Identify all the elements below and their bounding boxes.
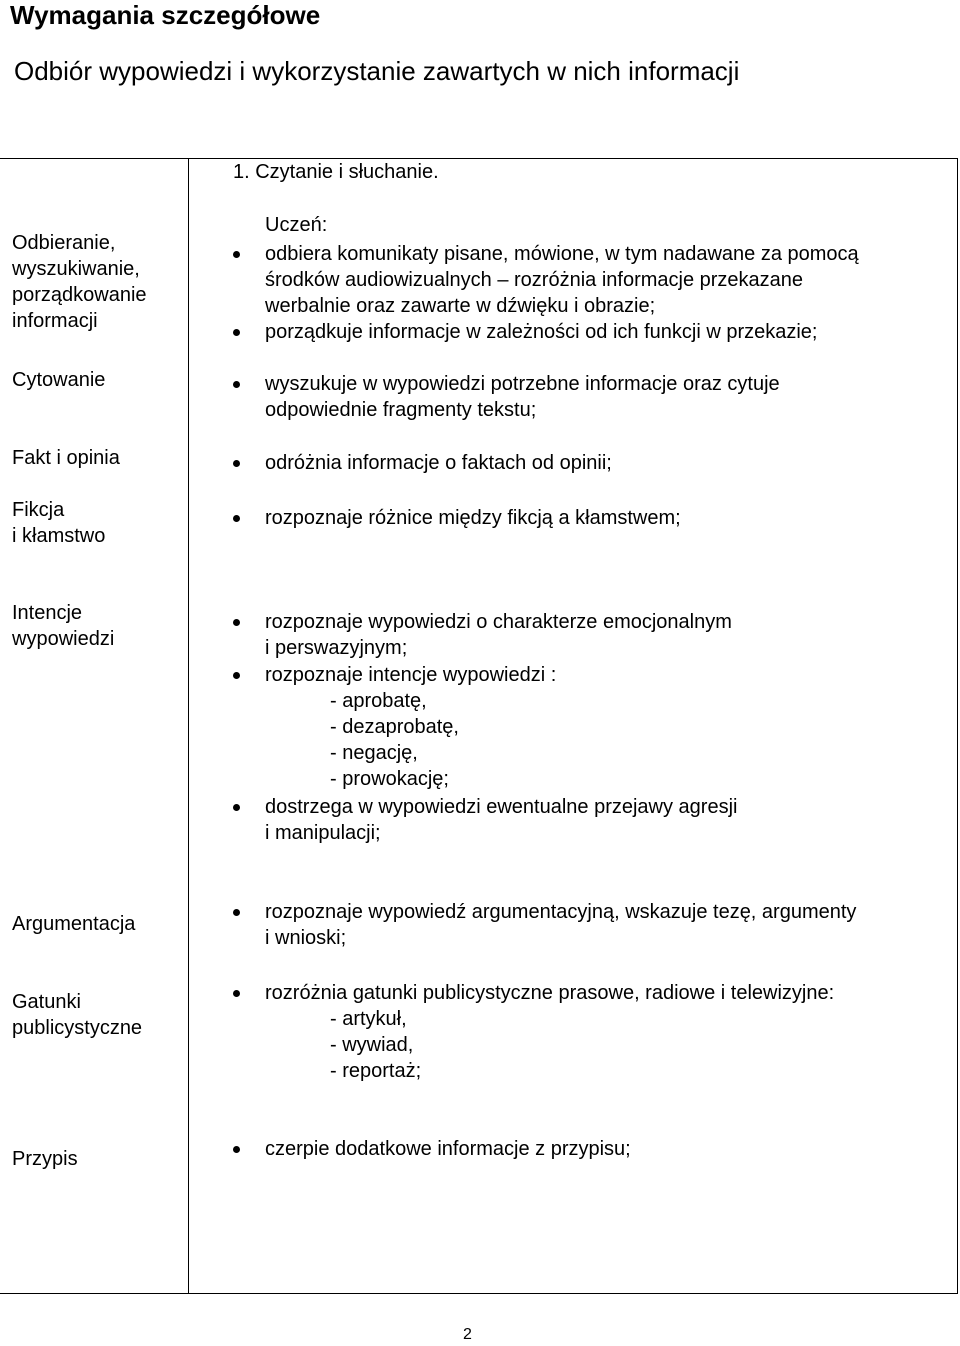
- requirement-text: odpowiednie fragmenty tekstu;: [265, 399, 537, 421]
- left-label: Intencje: [12, 602, 83, 624]
- sub-item: - prowokację;: [330, 768, 449, 790]
- left-label: Gatunki: [12, 991, 81, 1013]
- bullet-icon: [233, 619, 240, 626]
- bullet-icon: [233, 672, 240, 679]
- left-label: publicystyczne: [12, 1017, 143, 1039]
- requirement-text: czerpie dodatkowe informacje z przypisu;: [265, 1138, 631, 1160]
- left-label: wyszukiwanie,: [12, 258, 140, 280]
- requirement-text: wyszukuje w wypowiedzi potrzebne informacje oraz cytuje: [265, 373, 780, 395]
- sub-item: - wywiad,: [330, 1034, 414, 1056]
- sub-item: - artykuł,: [330, 1008, 407, 1030]
- requirement-text: środków audiowizualnych – rozróżnia informacje przekazane: [265, 269, 804, 291]
- bullet-icon: [233, 990, 240, 997]
- bullet-icon: [233, 515, 240, 522]
- left-label: Argumentacja: [12, 913, 136, 935]
- sub-item: - aprobatę,: [330, 690, 427, 712]
- bullet-icon: [233, 329, 240, 336]
- left-label: Odbieranie,: [12, 232, 116, 254]
- bullet-icon: [233, 381, 240, 388]
- page-title: Wymagania szczegółowe: [10, 0, 321, 30]
- bullet-icon: [233, 460, 240, 467]
- sub-item: - reportaż;: [330, 1060, 422, 1082]
- requirement-text: i wnioski;: [265, 927, 347, 949]
- bullet-icon: [233, 251, 240, 258]
- left-label: Fikcja: [12, 499, 65, 521]
- section-heading: 1. Czytanie i słuchanie.: [233, 161, 439, 183]
- left-label: i kłamstwo: [12, 525, 106, 547]
- requirement-text: odbiera komunikaty pisane, mówione, w tym nadawane za pomocą: [265, 243, 859, 265]
- page-subtitle: Odbiór wypowiedzi i wykorzystanie zawartych w nich informacji: [14, 56, 740, 86]
- requirement-text: i manipulacji;: [265, 822, 381, 844]
- column-divider: [188, 158, 189, 1294]
- requirement-text: rozpoznaje intencje wypowiedzi :: [265, 664, 557, 686]
- requirement-text: rozpoznaje wypowiedź argumentacyjną, wskazuje tezę, argumenty: [265, 901, 857, 923]
- left-label: informacji: [12, 310, 98, 332]
- requirement-text: dostrzega w wypowiedzi ewentualne przejawy agresji: [265, 796, 738, 818]
- page-number: 2: [463, 1326, 472, 1343]
- requirement-text: i perswazyjnym;: [265, 637, 408, 659]
- bullet-icon: [233, 909, 240, 916]
- requirement-text: rozróżnia gatunki publicystyczne prasowe, radiowe i telewizyjne:: [265, 982, 835, 1004]
- bullet-icon: [233, 1146, 240, 1153]
- left-label: porządkowanie: [12, 284, 147, 306]
- requirement-text: rozpoznaje wypowiedzi o charakterze emocjonalnym: [265, 611, 732, 633]
- requirement-text: werbalnie oraz zawarte w dźwięku i obrazie;: [265, 295, 656, 317]
- bullet-icon: [233, 804, 240, 811]
- left-label: Fakt i opinia: [12, 447, 120, 469]
- student-label: Uczeń:: [265, 214, 328, 236]
- requirement-text: odróżnia informacje o faktach od opinii;: [265, 452, 612, 474]
- sub-item: - dezaprobatę,: [330, 716, 459, 738]
- left-label: wypowiedzi: [12, 628, 115, 650]
- sub-item: - negację,: [330, 742, 418, 764]
- requirement-text: porządkuje informacje w zależności od ich funkcji w przekazie;: [265, 321, 818, 343]
- requirement-text: rozpoznaje różnice między fikcją a kłamstwem;: [265, 507, 681, 529]
- left-label: Przypis: [12, 1148, 78, 1170]
- left-label: Cytowanie: [12, 369, 106, 391]
